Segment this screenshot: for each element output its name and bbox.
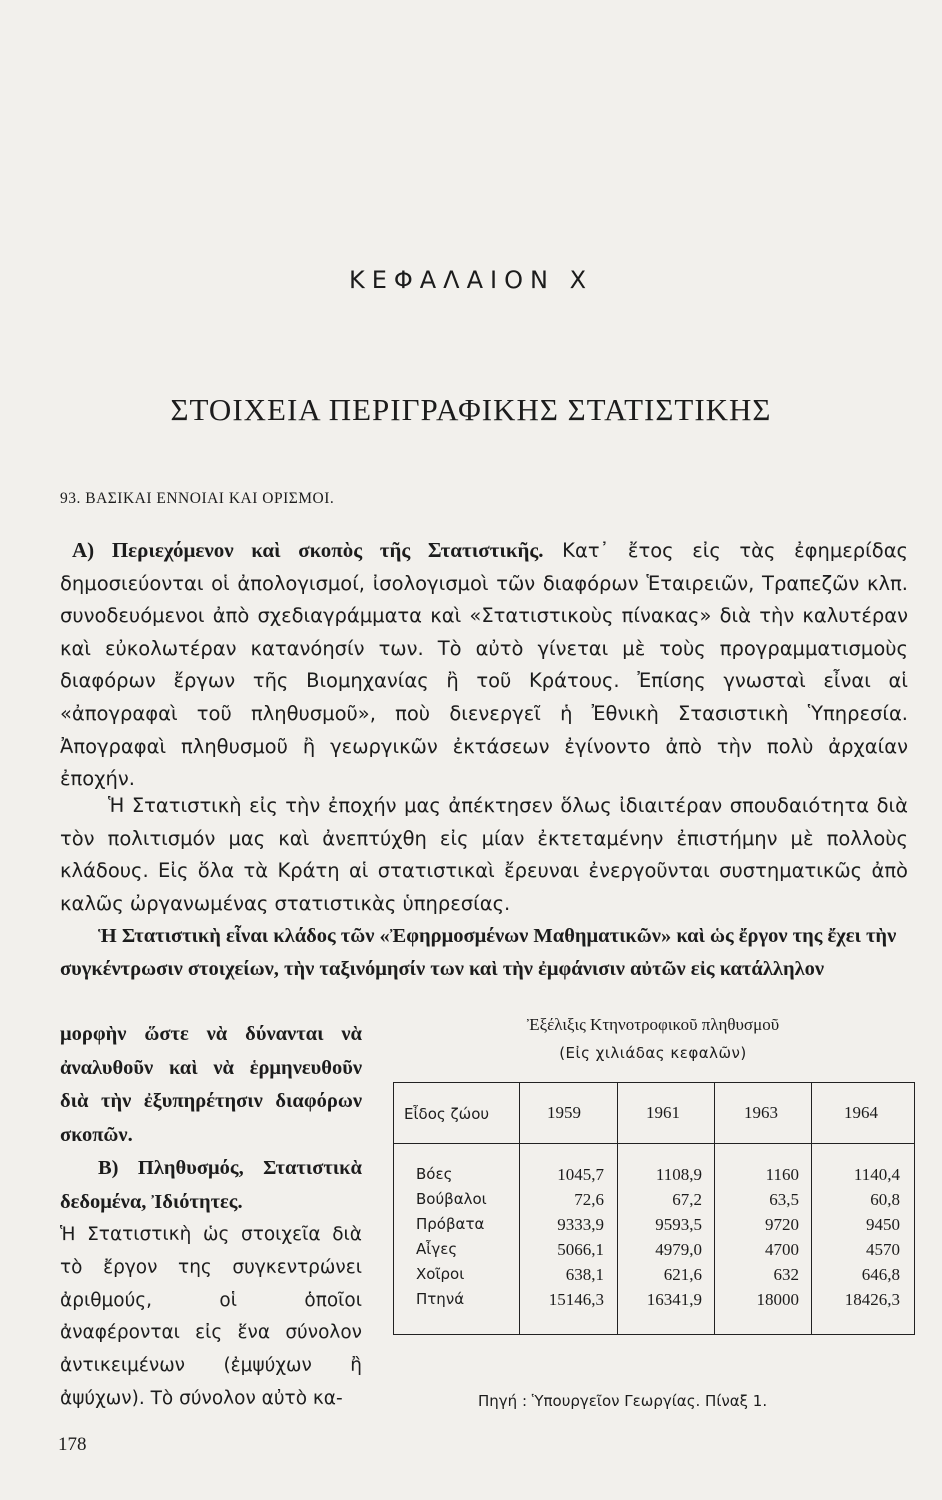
paragraph-a	[60, 534, 908, 796]
table-cell: 1140,4	[853, 1165, 900, 1184]
paragraph-2: Ἡ Στατιστικὴ εἰς τὴν ἐποχήν μας ἀπέκτησεν ὅλως ἰδιαιτέραν σπουδαιότητα διὰ τὸν πολιτισμόν μας καὶ ἀνεπτύχθη εἰς μίαν ἐκτεταμένην ἐπιστήμην μὲ πολλοὺς κλάδους. Εἰς ὅλα τὰ Κράτη αἱ στατιστικαὶ ἔρευναι ἐνεργοῦνται συστηματικῶς ἀπὸ καλῶς ὠργανωμένας στατιστικὰς ὑπηρεσίας.	[60, 794, 908, 915]
table-cell: 15146,3	[548, 1290, 604, 1309]
table-cell: 5066,1	[557, 1240, 604, 1259]
table-cell: 9450	[866, 1215, 900, 1234]
table-row-label: Βόες	[416, 1165, 453, 1183]
table-cell: 1108,9	[655, 1165, 702, 1184]
paragraph-b-text: Ἡ Στατιστικὴ ὡς στοιχεῖα διὰ τὸ ἔργον της συγκεντρώνει ἀριθμούς, οἱ ὁποῖοι ἀναφέρονται εἰς ἕνα σύνολον ἀντικειμένων (ἐμψύχων ἢ ἀψύχων). Τὸ σύνολον αὐτὸ κα-	[60, 1224, 362, 1409]
table-cell: 60,8	[870, 1190, 900, 1209]
table-header-cell: Εἶδος ζώου	[404, 1105, 490, 1123]
table-subcaption: (Εἰς χιλιάδας κεφαλῶν)	[559, 1044, 747, 1062]
paragraph-a-heading: Α) Περιεχόμενον καὶ σκοπὸς τῆς Στατιστικῆς.	[72, 538, 544, 562]
table-cell: 632	[773, 1265, 799, 1284]
table-cell: 4570	[866, 1240, 900, 1259]
table-cell: 18000	[756, 1290, 799, 1309]
table-cell: 1160	[765, 1165, 799, 1184]
table-cell: 9720	[765, 1215, 799, 1234]
table-cell: 9333,9	[557, 1215, 604, 1234]
table-row-label: Βούβαλοι	[416, 1190, 487, 1208]
livestock-table	[393, 1082, 915, 1335]
table-cell: 4700	[765, 1240, 799, 1259]
table-row-label: Πτηνά	[416, 1290, 465, 1308]
table-cell: 67,2	[672, 1190, 702, 1209]
table-cell: 9593,5	[655, 1215, 702, 1234]
section-heading: 93. ΒΑΣΙΚΑΙ ΕΝΝΟΙΑΙ ΚΑΙ ΟΡΙΣΜΟΙ.	[60, 490, 335, 507]
paragraph-a-text: Κατ᾽ ἔτος εἰς τὰς ἐφημερίδας δημοσιεύονται οἱ ἀπολογισμοί, ἰσολογισμοὶ τῶν διαφόρων Ἑταιρειῶν, Τραπεζῶν κλπ. συνοδευόμενοι ἀπὸ σχεδιαγράμματα καὶ «Στατιστικοὺς πίνακας» διὰ τὴν καλυτέραν καὶ εὐκολωτέραν κατανόησίν των. Τὸ αὐτὸ γίνεται μὲ τοὺς προγραμματισμοὺς διαφόρων ἔργων τῆς Βιομηχανίας ἢ τοῦ Κράτους. Ἐπίσης γνωσταὶ εἶναι αἱ «ἀπογραφαὶ τοῦ πληθυσμοῦ», ποὺ διενεργεῖ ἡ Ἐθνικὴ Στασιστικὴ Ὑπηρεσία. Ἀπογραφαὶ πληθυσμοῦ ἢ γεωργικῶν ἐκτάσεων ἐγίνοντο ἀπὸ τὴν πολὺ ἀρχαίαν ἐποχήν.	[60, 539, 909, 791]
left-column	[60, 1018, 362, 1416]
table-divider	[519, 1083, 520, 1334]
paragraph-3-continuation: μορφὴν ὥστε νὰ δύνανται νὰ ἀναλυθοῦν καὶ νὰ ἑρμηνευθοῦν διὰ τὴν ἐξυπηρέτησιν διαφόρων σκοπῶν.	[60, 1023, 362, 1146]
table-cell: 646,8	[861, 1265, 900, 1284]
table-cell: 18426,3	[844, 1290, 900, 1309]
table-caption: Ἐξέλιξις Κτηνοτροφικοῦ πληθυσμοῦ	[526, 1015, 780, 1034]
chapter-heading: ΚΕΦΑΛΑΙΟΝ Χ	[348, 266, 594, 294]
table-header-cell: 1959	[547, 1103, 581, 1122]
chapter-title: ΣΤΟΙΧΕΙΑ ΠΕΡΙΓΡΑΦΙΚΗΣ ΣΤΑΤΙΣΤΙΚΗΣ	[170, 392, 772, 427]
paragraph-3: Ἡ Στατιστικὴ εἶναι κλάδος τῶν «Ἐφηρμοσμένων Μαθηματικῶν» καὶ ὡς ἔργον της ἔχει τὴν συγκέντρωσιν στοιχείων, τὴν ταξινόμησίν των καὶ τὴν ἐμφάνισιν αὐτῶν εἰς κατάλληλον	[60, 925, 897, 980]
table-row-label: Αἶγες	[416, 1240, 458, 1258]
table-source: Πηγή : Ὑπουργεῖον Γεωργίας. Πίναξ 1.	[478, 1392, 768, 1410]
table-header-cell: 1964	[844, 1103, 878, 1122]
table-cell: 16341,9	[646, 1290, 702, 1309]
table-cell: 63,5	[769, 1190, 799, 1209]
table-cell: 1045,7	[557, 1165, 604, 1184]
table-header-cell: 1961	[646, 1103, 680, 1122]
table-row-label: Πρόβατα	[416, 1215, 485, 1233]
table-cell: 4979,0	[655, 1240, 702, 1259]
table-divider	[617, 1083, 618, 1334]
table-row-label: Χοῖροι	[416, 1265, 465, 1283]
table-divider	[811, 1083, 812, 1334]
table-cell: 621,6	[663, 1265, 702, 1284]
table-cell: 638,1	[565, 1265, 604, 1284]
page-number: 178	[58, 1434, 87, 1455]
table-cell: 72,6	[574, 1190, 604, 1209]
table-header-cell: 1963	[744, 1103, 778, 1122]
table-divider	[714, 1083, 715, 1334]
paragraph-b-heading: Β) Πληθυσμός, Στατιστικὰ δεδομένα, Ἰδιότητες.	[60, 1157, 362, 1213]
